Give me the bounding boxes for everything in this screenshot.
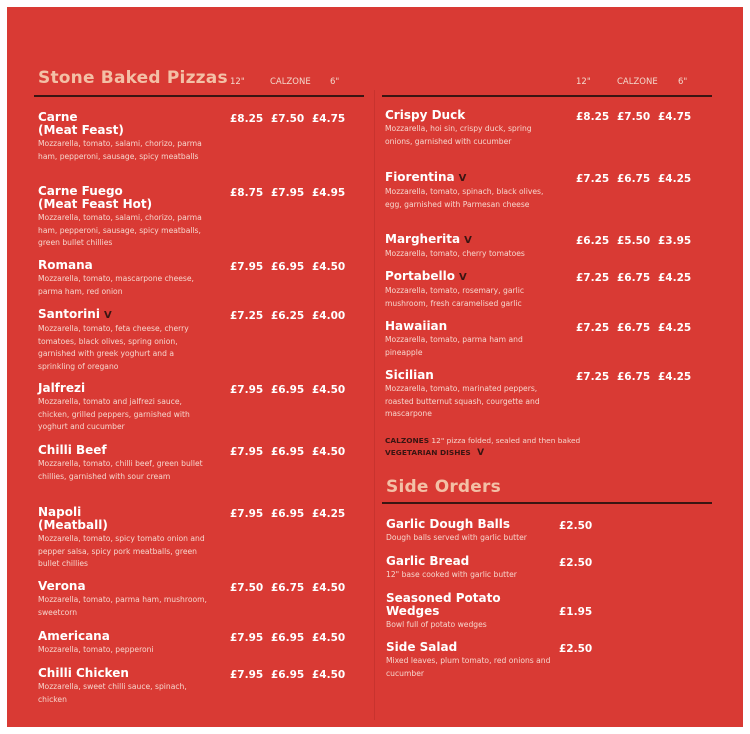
section-title-side-orders: Side Orders: [386, 477, 501, 497]
col-header-6: 6": [678, 77, 688, 87]
side-order-name-line: Seasoned Potato: [386, 591, 501, 605]
menu-item-description: Mozzarella, tomato, pepperoni: [38, 645, 154, 654]
col-header-12: 12": [230, 77, 245, 87]
side-order-description: Mixed leaves, plum tomato, red onions and cucumber: [386, 656, 551, 678]
menu-item-name-line: Carne Fuego: [38, 184, 123, 198]
price-6-inch: £4.50: [312, 582, 346, 594]
menu-item-description: Mozzarella, tomato, rosemary, garlic mushroom, fresh caramelised garlic: [385, 286, 524, 308]
price-calzone: £6.95: [271, 261, 305, 273]
price-calzone: £7.50: [271, 113, 305, 125]
side-order-item: [386, 555, 551, 582]
price-6-inch: £4.50: [312, 261, 346, 273]
menu-item-description: Mozzarella, tomato, parma ham, mushroom, sweetcorn: [38, 595, 207, 617]
menu-item-name-line: Santorini: [38, 307, 100, 321]
price-6-inch: £4.50: [312, 384, 346, 396]
price-12-inch: £7.25: [576, 272, 610, 284]
menu-item-description: Mozzarella, tomato, parma ham and pineapple: [385, 335, 523, 357]
menu-item-name: [38, 580, 208, 593]
menu-item: [38, 185, 208, 250]
menu-item-description: Mozzarella, tomato, mascarpone cheese, parma ham, red onion: [38, 274, 194, 296]
menu-item-description: Mozzarella, tomato, cherry tomatoes: [385, 249, 525, 258]
price-6-inch: £4.25: [658, 371, 692, 383]
menu-item-name: [38, 111, 208, 137]
menu-item-name: [385, 109, 545, 122]
menu-item: [38, 506, 208, 571]
side-order-name: [386, 592, 551, 618]
col-header-6: 6": [330, 77, 340, 87]
menu-item-description: Mozzarella, tomato, salami, chorizo, parma ham, pepperoni, sausage, spicy meatballs, green bullet chillies: [38, 213, 202, 247]
menu-item-name-line: (Meat Feast): [38, 123, 124, 137]
side-order-name: [386, 518, 551, 531]
calzone-note: [385, 436, 580, 445]
menu-item: [38, 667, 208, 706]
price-12-inch: £7.25: [576, 322, 610, 334]
menu-item: [38, 111, 208, 163]
menu-item-name: [385, 270, 545, 284]
menu-item-name-line: Romana: [38, 258, 93, 272]
menu-item-name: [38, 667, 208, 680]
price-calzone: £6.75: [271, 582, 305, 594]
menu-item-description: Mozzarella, tomato, marinated peppers, roasted butternut squash, courgette and mascarpone: [385, 384, 540, 418]
menu-item: [38, 259, 208, 298]
menu-item-name-line: Sicilian: [385, 368, 434, 382]
menu-item-name: [385, 369, 545, 382]
menu-item-description: Mozzarella, tomato and jalfrezi sauce, chicken, grilled peppers, garnished with yoghurt and cucumber: [38, 397, 190, 431]
side-order-item: [386, 518, 551, 545]
menu-item-name: [38, 630, 208, 643]
menu-item: [38, 444, 208, 483]
menu-item-name-line: Hawaiian: [385, 319, 448, 333]
menu-item-description: Mozzarella, tomato, spinach, black olives, egg, garnished with Parmesan cheese: [385, 187, 544, 209]
side-order-price: £1.95: [559, 606, 593, 618]
menu-item-description: Mozzarella, sweet chilli sauce, spinach, chicken: [38, 682, 187, 704]
price-12-inch: £7.25: [230, 310, 264, 322]
price-calzone: £6.25: [271, 310, 305, 322]
vegetarian-icon: V: [464, 235, 472, 246]
menu-item-description: Mozzarella, tomato, spicy tomato onion and pepper salsa, spicy pork meatballs, green bullet chillies: [38, 534, 205, 568]
price-calzone: £7.95: [271, 187, 305, 199]
price-6-inch: £4.25: [658, 173, 692, 185]
side-order-description: Bowl full of potato wedges: [386, 620, 487, 629]
side-order-name-line: Side Salad: [386, 640, 458, 654]
menu-item: [38, 308, 208, 373]
menu-item-description: Mozzarella, tomato, chilli beef, green bullet chillies, garnished with sour cream: [38, 459, 203, 481]
price-calzone: £6.75: [617, 272, 651, 284]
side-order-price: £2.50: [559, 643, 593, 655]
menu-item-name: [38, 506, 208, 532]
menu-item-name-line: Napoli: [38, 505, 82, 519]
menu-item-name: [38, 259, 208, 272]
calzone-note-label: CALZONES: [385, 436, 430, 445]
price-6-inch: £4.75: [658, 111, 692, 123]
vegetarian-icon: V: [458, 173, 467, 184]
menu-item-name: [38, 382, 208, 395]
price-12-inch: £8.75: [230, 187, 264, 199]
vegetarian-icon: V: [459, 272, 467, 283]
price-12-inch: £7.95: [230, 632, 264, 644]
column-divider: [374, 90, 375, 720]
side-order-item: [386, 641, 551, 680]
menu-item-name-line: (Meatball): [38, 518, 108, 532]
side-order-name-line: Wedges: [386, 604, 440, 618]
menu-item: [385, 369, 545, 421]
menu-item: [38, 630, 208, 657]
price-12-inch: £7.95: [230, 446, 264, 458]
menu-item: [385, 109, 545, 148]
side-order-description: 12" base cooked with garlic butter: [386, 570, 517, 579]
header-rule-left: [34, 95, 364, 97]
price-calzone: £6.95: [271, 446, 305, 458]
menu-item-name-line: Chilli Chicken: [38, 666, 129, 680]
price-12-inch: £8.25: [230, 113, 264, 125]
price-calzone: £6.75: [617, 371, 651, 383]
side-order-price: £2.50: [559, 557, 593, 569]
vegetarian-note-label: VEGETARIAN DISHES: [385, 448, 471, 457]
calzone-note-text: 12" pizza folded, sealed and then baked: [431, 436, 581, 445]
col-header-calzone: CALZONE: [270, 77, 311, 87]
menu-item-name-line: Jalfrezi: [38, 381, 86, 395]
menu-item-name: [385, 320, 545, 333]
menu-item: [38, 580, 208, 619]
price-6-inch: £4.25: [312, 508, 346, 520]
menu-item-name-line: Crispy Duck: [385, 108, 466, 122]
menu-item: [38, 382, 208, 434]
price-6-inch: £4.75: [312, 113, 346, 125]
price-12-inch: £7.95: [230, 384, 264, 396]
menu-item-name-line: Carne: [38, 110, 78, 124]
price-6-inch: £4.50: [312, 632, 346, 644]
side-order-item: [386, 592, 551, 632]
menu-item-description: Mozzarella, hoi sin, crispy duck, spring onions, garnished with cucumber: [385, 124, 532, 146]
menu-item: [385, 171, 545, 211]
menu-item-name: [385, 171, 545, 185]
price-6-inch: £4.50: [312, 446, 346, 458]
menu-item-description: Mozzarella, tomato, feta cheese, cherry tomatoes, black olives, spring onion, garnished with greek yoghurt and a sprinkling of oregano: [38, 324, 189, 371]
menu-item: [385, 320, 545, 359]
side-order-name-line: Garlic Dough Balls: [386, 517, 511, 531]
price-calzone: £7.50: [617, 111, 651, 123]
menu-item-name-line: Margherita: [385, 232, 461, 246]
price-calzone: £6.75: [617, 322, 651, 334]
menu-item-name-line: (Meat Feast Hot): [38, 197, 153, 211]
menu-item-name-line: Fiorentina: [385, 170, 455, 184]
vegetarian-icon: V: [103, 310, 112, 321]
price-12-inch: £7.95: [230, 508, 264, 520]
price-12-inch: £7.95: [230, 261, 264, 273]
menu-item-name: [38, 444, 208, 457]
price-calzone: £6.95: [271, 384, 305, 396]
price-calzone: £6.95: [271, 508, 305, 520]
price-calzone: £6.95: [271, 669, 305, 681]
price-6-inch: £4.25: [658, 322, 692, 334]
menu-item-name-line: Chilli Beef: [38, 443, 107, 457]
header-rule-right: [382, 95, 712, 97]
price-12-inch: £7.95: [230, 669, 264, 681]
side-order-name-line: Garlic Bread: [386, 554, 470, 568]
menu-item-name: [38, 185, 208, 211]
price-6-inch: £3.95: [658, 235, 692, 247]
menu-item-name: [38, 308, 208, 322]
menu-item: [385, 233, 545, 261]
section-title-pizzas: Stone Baked Pizzas: [38, 68, 228, 88]
price-12-inch: £7.25: [576, 371, 610, 383]
price-12-inch: £7.50: [230, 582, 264, 594]
price-6-inch: £4.00: [312, 310, 346, 322]
price-6-inch: £4.95: [312, 187, 346, 199]
price-6-inch: £4.25: [658, 272, 692, 284]
side-order-price: £2.50: [559, 520, 593, 532]
side-order-description: Dough balls served with garlic butter: [386, 533, 527, 542]
price-12-inch: £7.25: [576, 173, 610, 185]
col-header-calzone: CALZONE: [617, 77, 658, 87]
menu-item-name-line: Verona: [38, 579, 86, 593]
side-order-name: [386, 555, 551, 568]
side-order-name: [386, 641, 551, 654]
price-calzone: £6.95: [271, 632, 305, 644]
price-calzone: £6.75: [617, 173, 651, 185]
price-calzone: £5.50: [617, 235, 651, 247]
menu-item-description: Mozzarella, tomato, salami, chorizo, parma ham, pepperoni, sausage, spicy meatballs: [38, 139, 202, 161]
vegetarian-symbol: V: [477, 448, 485, 458]
menu-item-name-line: Portabello: [385, 269, 455, 283]
menu-item-name-line: Americana: [38, 629, 110, 643]
price-12-inch: £6.25: [576, 235, 610, 247]
price-6-inch: £4.50: [312, 669, 346, 681]
price-12-inch: £8.25: [576, 111, 610, 123]
col-header-12: 12": [576, 77, 591, 87]
vegetarian-note: [385, 448, 484, 458]
menu-item: [385, 270, 545, 310]
menu-item-name: [385, 233, 545, 247]
header-rule-side-orders: [382, 502, 712, 504]
